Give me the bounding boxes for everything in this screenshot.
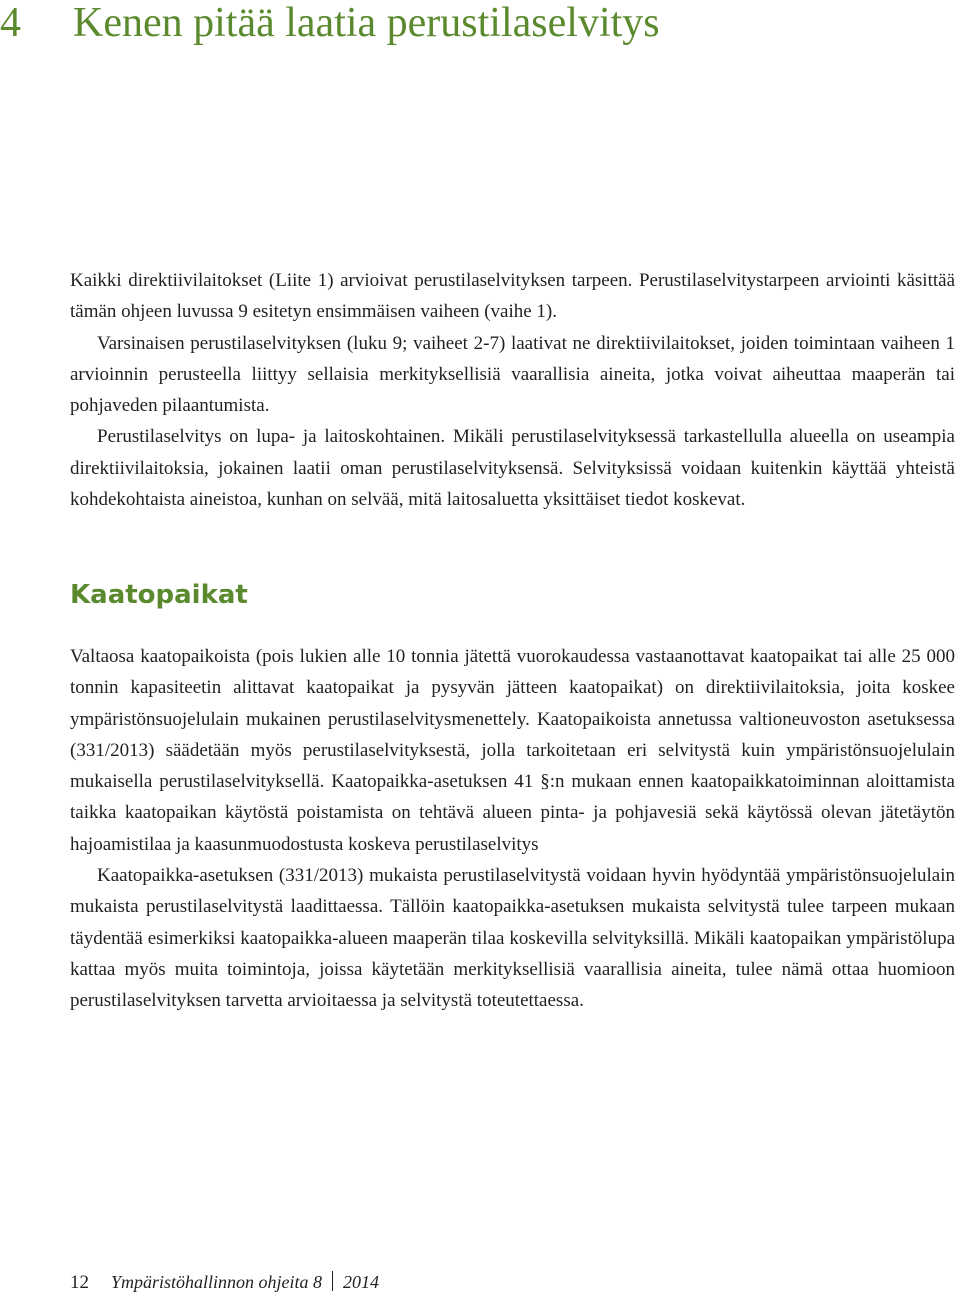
chapter-title: Kenen pitää laatia perustilaselvitys xyxy=(73,0,660,46)
section-paragraph-1: Valtaosa kaatopaikoista (pois lukien alle 10 tonnia jätettä vuorokaudessa vastaanottavat kaatopaikat tai alle 25 000 tonnin kapasiteetin alittavat kaatopaikat ja pysyvän jätteen kaatopaikat) on direktiivilaitoksia, joita koskee ympäristönsuojelulain mukainen perustilaselvitysmenettely. Kaatopaikoista annetussa valtioneuvoston asetuksessa (331/2013) säädetään myös perustilaselvityksestä, jolla tarkoitetaan eri selvitystä kuin ympäristönsuojelulain mukaisella perustilaselvityksellä. Kaatopaikka-asetuksen 41 §:n mukaan ennen kaatopaikkatoiminnan aloittamista taikka kaatopaikan käytöstä poistamista on tehtävä alueen pinta- ja pohjavesiä sekä käytössä olevan jätetäytön hajoamistilaa ja kaasunmuodostusta koskeva perustilaselvitys xyxy=(70,646,955,855)
intro-text xyxy=(70,265,955,515)
section-text xyxy=(70,641,955,1017)
chapter-number: 4 xyxy=(0,0,21,46)
publication-name: Ympäristöhallinnon ohjeita xyxy=(111,1272,309,1292)
footer-divider xyxy=(332,1271,333,1291)
intro-paragraph-1: Kaikki direktiivilaitokset (Liite 1) arvioivat perustilaselvityksen tarpeen. Perustilaselvitystarpeen arviointi käsittää tämän ohjeen luvussa 9 esitetyn ensimmäisen vaiheen (vaihe 1). xyxy=(70,270,955,323)
chapter-heading xyxy=(0,0,660,46)
publication-issue: 8 xyxy=(313,1272,323,1292)
section-paragraph-2: Kaatopaikka-asetuksen (331/2013) mukaista perustilaselvitystä voidaan hyvin hyödyntää ympäristönsuojelulain mukaista perustilaselvitystä laadittaessa. Tällöin kaatopaikka-asetuksen mukaista selvitystä tulee tarpeen mukaan täydentää esimerkiksi kaatopaikka-alueen maaperän tilaa koskevilla selvityksillä. Mikäli kaatopaikan ympäristölupa kattaa myös muita toimintoja, joissa käytetään merkityksellisiä vaarallisia aineita, tulee nämä ottaa huomioon perustilaselvityksen tarvetta arvioitaessa ja selvitystä toteutettaessa. xyxy=(70,865,955,1012)
page-footer xyxy=(70,1270,379,1295)
intro-paragraph-3: Perustilaselvitys on lupa- ja laitoskohtainen. Mikäli perustilaselvityksessä tarkastellulla alueella on useampia direktiivilaitoksia, jokainen laatii oman perustilaselvityksensä. Selvityksissä voidaan kuitenkin käyttää yhteistä kohdekohtaista aineistoa, kunhan on selvää, mitä laitosaluetta yksittäiset tiedot koskevat. xyxy=(70,426,955,511)
section-heading: Kaatopaikat xyxy=(70,580,248,610)
intro-paragraph-2: Varsinaisen perustilaselvityksen (luku 9; vaiheet 2-7) laativat ne direktiivilaitokset, joiden toimintaan vaiheen 1 arvioinnin perusteella liittyy sellaisia merkityksellisiä vaarallisia aineita, jotka voivat aiheuttaa maaperän tai pohjaveden pilaantumista. xyxy=(70,332,955,417)
page-number: 12 xyxy=(70,1272,89,1293)
publication-year: 2014 xyxy=(343,1272,380,1292)
